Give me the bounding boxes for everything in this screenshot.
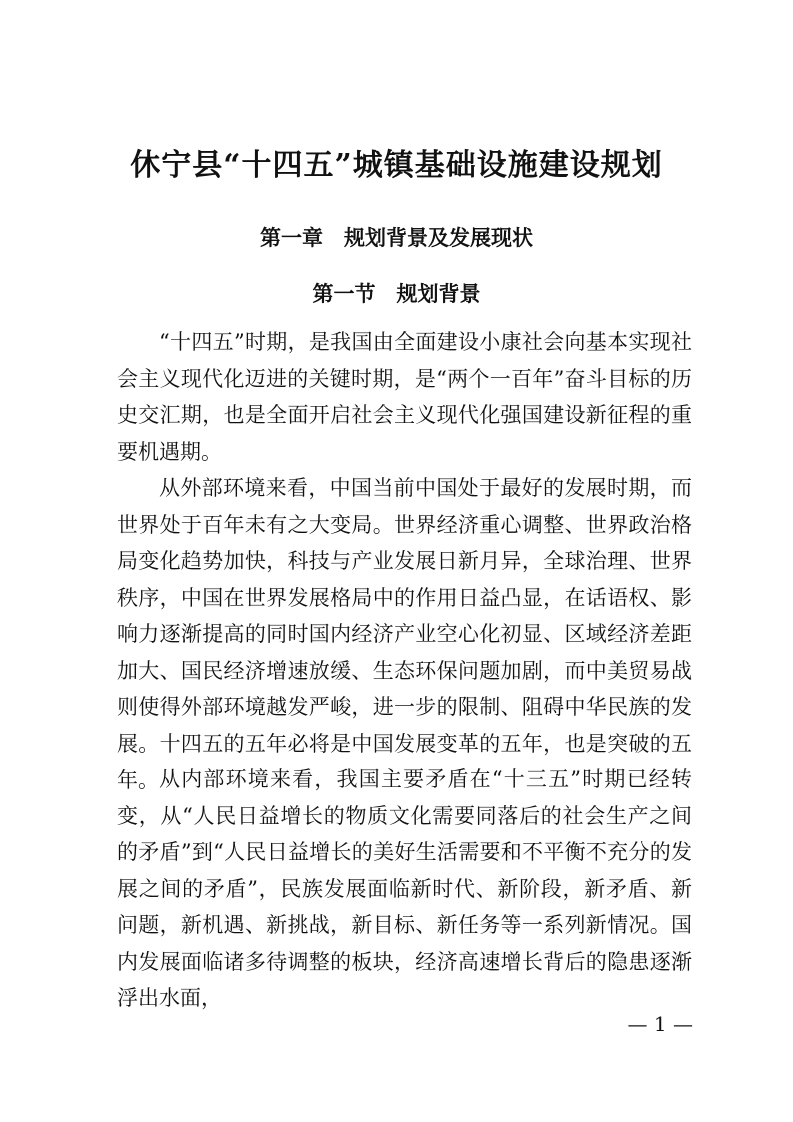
page-number: — 1 —	[627, 1012, 693, 1036]
chapter-title: 第一章 规划背景及发展现状	[260, 225, 533, 250]
body-paragraph: 从内部环境来看，我国主要矛盾在“十三五”时期已经转变，从“人民日益增长的物质文化需要同落后的社会生产之间的矛盾”到“人民日益增长的美好生活需要和不平衡不充分的发展之间的矛盾”，民族发展面临新时代、新阶段，新矛盾、新问题，新机遇、新挑战，新目标、新任务等一系列新情况。国内发展面临诸多待调整的板块，经济高速增长背后的隐患逐渐浮出水面，	[117, 767, 692, 1010]
body-paragraph: 从外部环境来看，中国当前中国处于最好的发展时期，而世界处于百年未有之大变局。世界经济重心调整、世界政治格局变化趋势加快，科技与产业发展日新月异，全球治理、世界秩序，中国在世界发展格局中的作用日益凸显，在话语权、影响力逐渐提高的同时国内经济产业空心化初显、区域经济差距加大、国民经济增速放缓、生态环保问题加剧，而中美贸易战则使得外部环境越发严峻，进一步的限制、阻碍中华民族的发展。十四五的五年必将是中国发展变革的五年，也是突破的五年。	[117, 476, 692, 792]
document-title: 休宁县“十四五”城镇基础设施建设规划	[130, 148, 663, 183]
section-title: 第一节 规划背景	[312, 281, 481, 306]
body-paragraph: “十四五”时期，是我国由全面建设小康社会向基本实现社会主义现代化迈进的关键时期，是“两个一百年”奋斗目标的历史交汇期，也是全面开启社会主义现代化强国建设新征程的重要机遇期。	[117, 330, 692, 464]
